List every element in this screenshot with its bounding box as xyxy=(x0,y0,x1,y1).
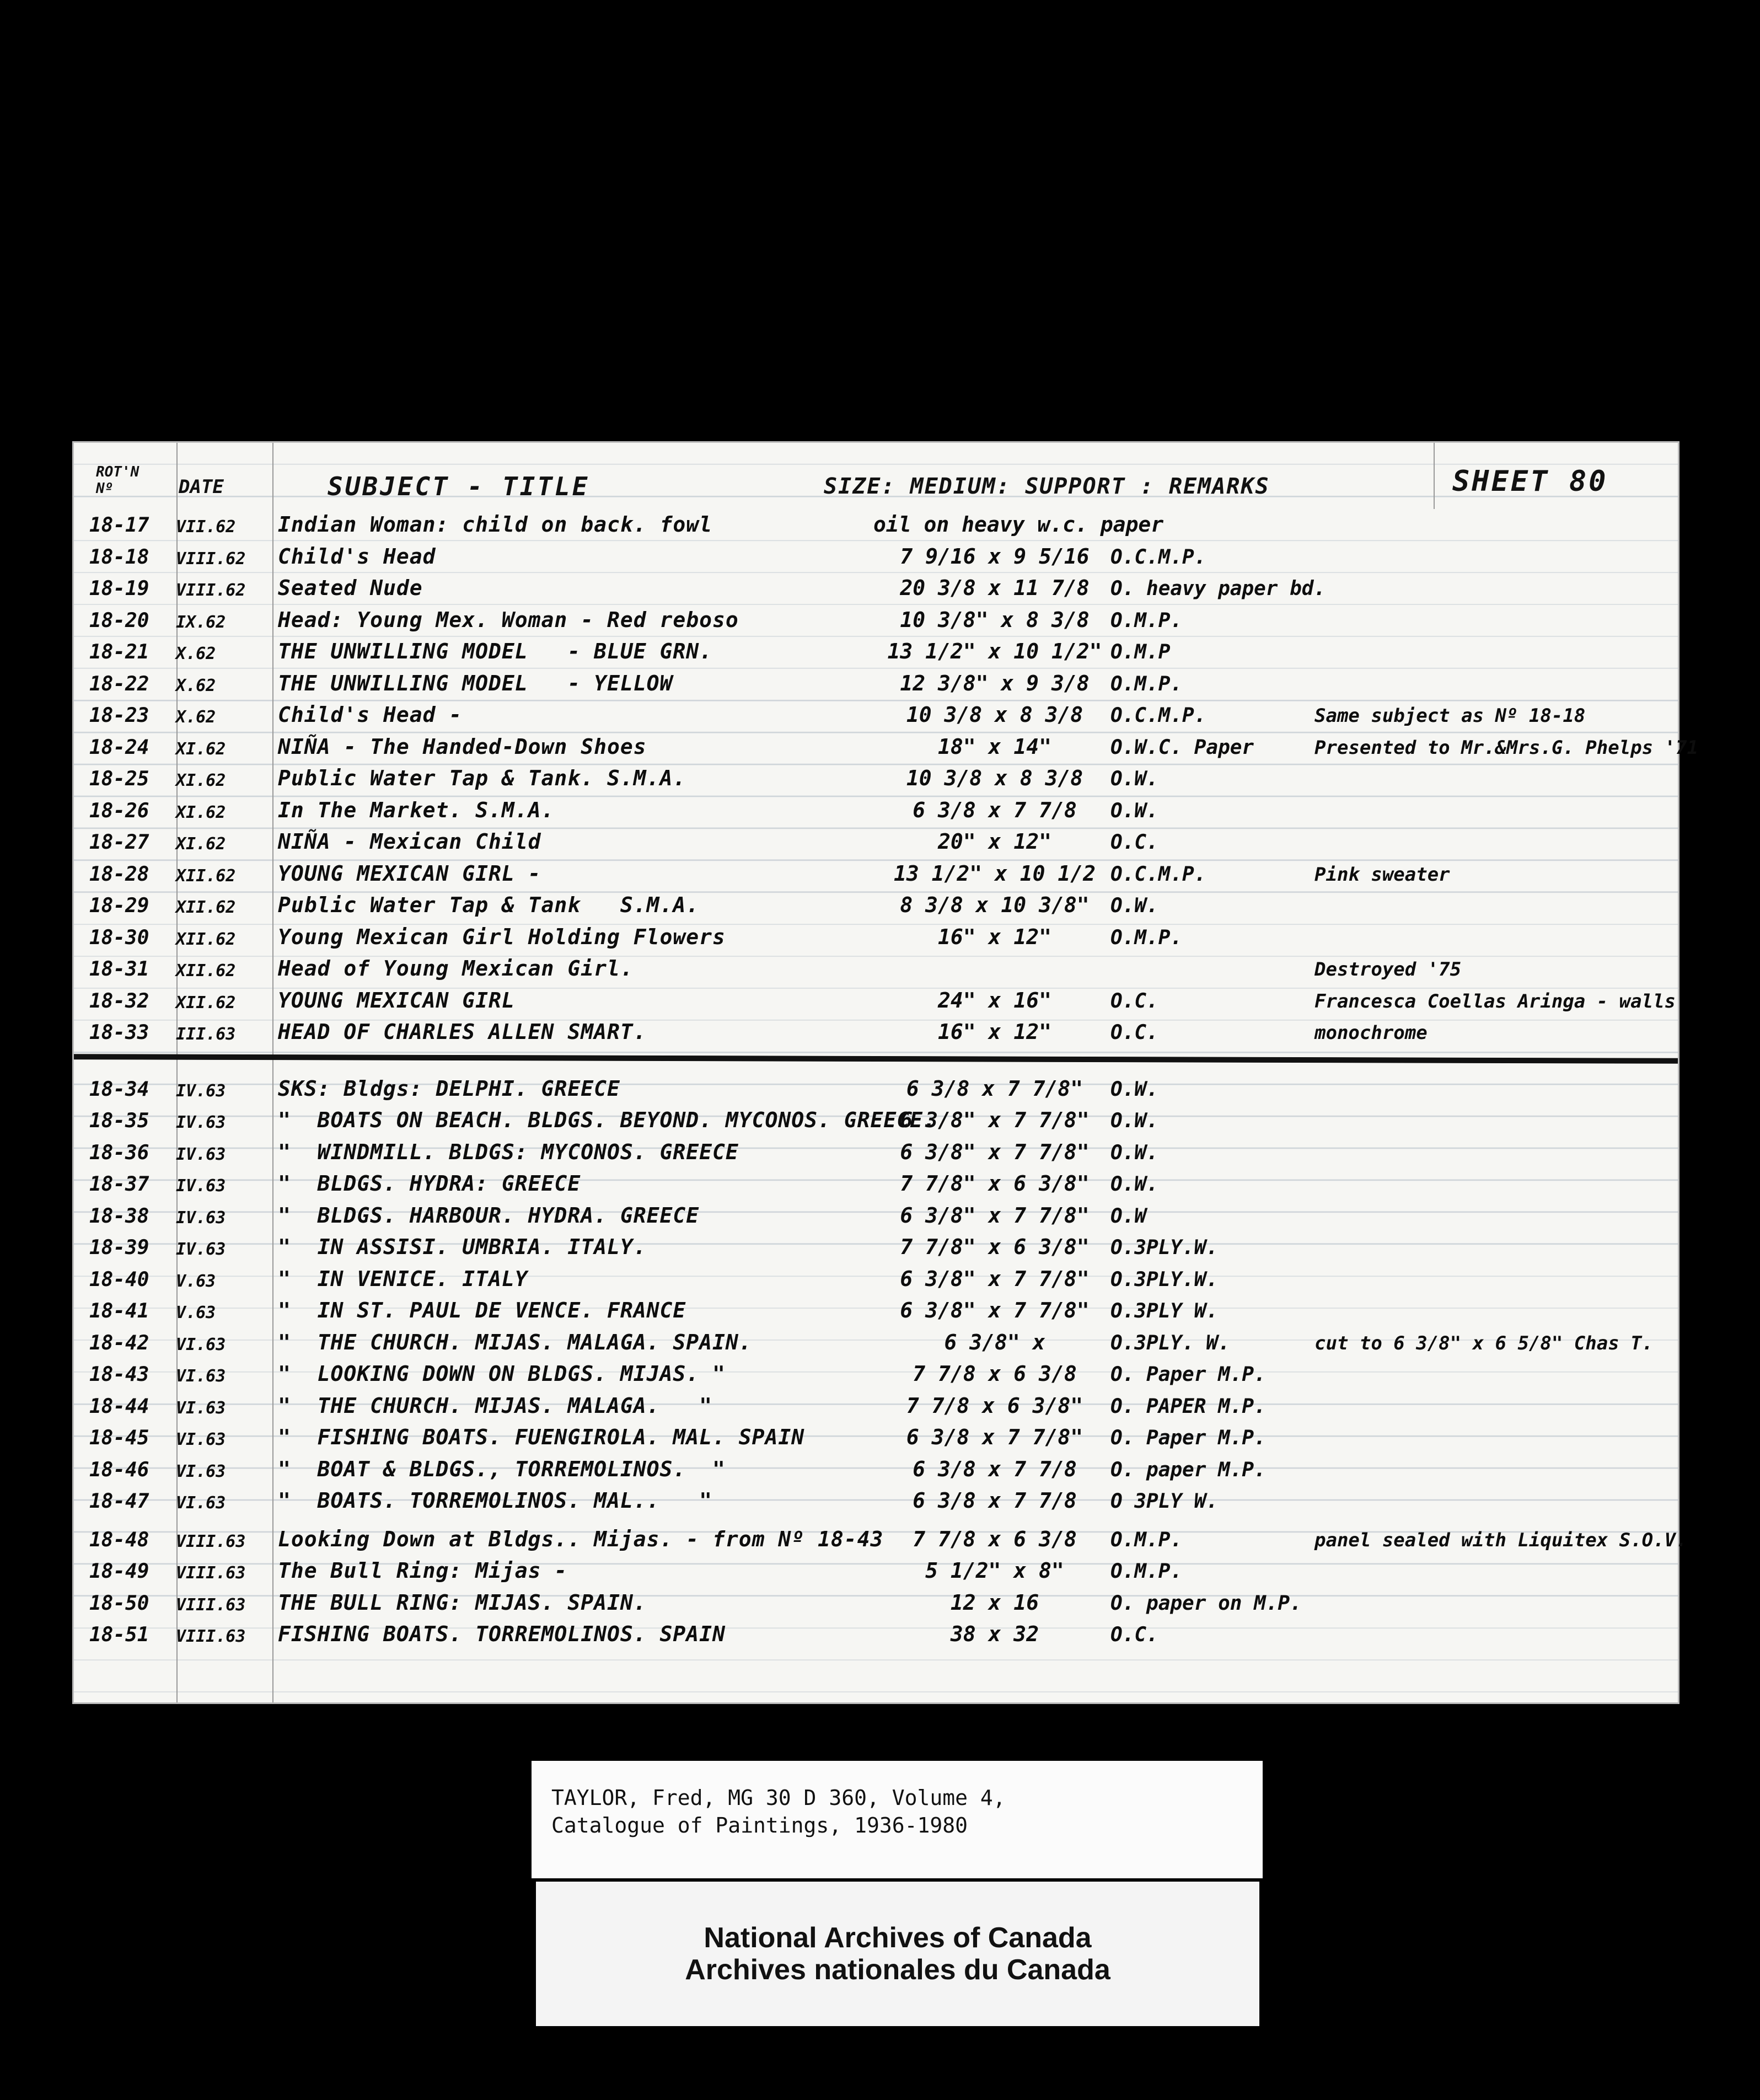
entry-size: 6 3/8" x 7 7/8" xyxy=(900,1298,1090,1322)
entry-medium: O. paper on M.P. xyxy=(1110,1592,1302,1615)
archives-name-en: National Archives of Canada xyxy=(704,1922,1092,1954)
entry-remarks: panel sealed with Liquitex S.O.V. xyxy=(1314,1529,1687,1551)
entry-remarks: Francesca Coellas Aringa - walls xyxy=(1314,990,1676,1013)
entry-date: IX.62 xyxy=(176,612,226,632)
entry-size: 6 3/8 x 7 7/8 xyxy=(913,1456,1077,1481)
entry-date: XII.62 xyxy=(176,898,236,917)
entry-date: IV.63 xyxy=(176,1144,226,1164)
entry-number: 18-38 xyxy=(89,1204,149,1228)
entry-medium: O.W. xyxy=(1110,1173,1158,1196)
entry-number: 18-29 xyxy=(89,894,149,917)
entry-date: XII.62 xyxy=(176,961,236,981)
entry-size: 7 7/8" x 6 3/8" xyxy=(900,1171,1090,1196)
sheet-header xyxy=(74,459,1678,509)
catalogue-row xyxy=(74,1454,1678,1485)
entry-date: VIII.63 xyxy=(176,1627,246,1646)
entry-number: 18-39 xyxy=(89,1236,149,1259)
entry-number: 18-40 xyxy=(89,1268,149,1291)
entry-size: 7 7/8 x 6 3/8" xyxy=(906,1393,1083,1418)
catalogue-row xyxy=(74,1619,1678,1649)
entry-medium: O.W. xyxy=(1110,1110,1158,1132)
entry-size: 38 x 32 xyxy=(950,1622,1039,1646)
catalogue-row xyxy=(74,1231,1678,1262)
entry-medium: O.3PLY.W. xyxy=(1110,1236,1219,1259)
entry-subject: The Bull Ring: Mijas - xyxy=(278,1558,568,1583)
entry-subject: Seated Nude xyxy=(278,576,423,600)
entry-medium: O.C. xyxy=(1110,1021,1158,1044)
entry-size: 16" x 12" xyxy=(938,1020,1051,1044)
entry-medium: O. Paper M.P. xyxy=(1110,1427,1266,1449)
entry-date: XI.62 xyxy=(176,739,226,759)
catalogue-row xyxy=(74,1073,1678,1104)
entry-date: IV.63 xyxy=(176,1240,226,1259)
entry-date: VI.63 xyxy=(176,1367,226,1386)
entry-remarks: monochrome xyxy=(1314,1022,1428,1044)
entry-number: 18-47 xyxy=(89,1490,149,1513)
entry-date: V.63 xyxy=(176,1303,216,1322)
catalogue-row xyxy=(74,763,1678,794)
entry-medium: O.W. xyxy=(1110,1078,1158,1101)
catalogue-row xyxy=(74,826,1678,857)
entry-remarks: Pink sweater xyxy=(1314,863,1450,886)
entry-number: 18-31 xyxy=(89,958,149,981)
catalogue-row xyxy=(74,1105,1678,1135)
catalogue-row xyxy=(74,604,1678,635)
entry-subject: " IN ST. PAUL DE VENCE. FRANCE xyxy=(278,1298,686,1322)
entry-medium: O.W. xyxy=(1110,1141,1158,1164)
entry-date: VI.63 xyxy=(176,1430,226,1449)
entry-medium: O 3PLY W. xyxy=(1110,1490,1219,1513)
entry-date: VIII.62 xyxy=(176,549,246,569)
entry-medium: O.3PLY W. xyxy=(1110,1300,1219,1322)
entry-number: 18-49 xyxy=(89,1560,149,1583)
entry-subject: " THE CHURCH. MIJAS. MALAGA. " xyxy=(278,1393,712,1418)
entry-subject: " BLDGS. HARBOUR. HYDRA. GREECE xyxy=(278,1203,700,1228)
entry-subject: THE UNWILLING MODEL - BLUE GRN. xyxy=(278,639,712,663)
entry-subject: Child's Head xyxy=(278,544,436,569)
section-divider xyxy=(74,1054,1678,1064)
entry-size: 7 9/16 x 9 5/16 xyxy=(900,544,1090,569)
entry-size: oil on heavy w.c. paper xyxy=(873,512,1164,537)
entry-number: 18-17 xyxy=(89,514,149,537)
entry-date: IV.63 xyxy=(176,1113,226,1132)
catalogue-row xyxy=(74,1327,1678,1358)
entry-number: 18-46 xyxy=(89,1458,149,1481)
entry-size: 20" x 12" xyxy=(938,829,1051,854)
catalogue-row xyxy=(74,668,1678,699)
entry-medium: O.M.P. xyxy=(1110,1560,1183,1583)
entry-number: 18-37 xyxy=(89,1173,149,1196)
entry-subject: Head: Young Mex. Woman - Red reboso xyxy=(278,607,739,632)
entry-number: 18-42 xyxy=(89,1331,149,1354)
entry-number: 18-20 xyxy=(89,609,149,632)
catalogue-row xyxy=(74,1168,1678,1199)
entry-size: 5 1/2" x 8" xyxy=(925,1558,1064,1583)
reference-line: Catalogue of Paintings, 1936-1980 xyxy=(551,1813,968,1838)
entry-subject: " THE CHURCH. MIJAS. MALAGA. SPAIN. xyxy=(278,1330,752,1354)
catalogue-row xyxy=(74,731,1698,762)
entry-medium: O. Paper M.P. xyxy=(1110,1363,1266,1386)
entry-date: X.62 xyxy=(176,708,216,727)
entry-date: VI.63 xyxy=(176,1493,226,1513)
entry-subject: THE UNWILLING MODEL - YELLOW xyxy=(278,671,673,695)
catalogue-row xyxy=(74,1137,1678,1167)
entry-date: V.63 xyxy=(176,1271,216,1291)
entry-subject: YOUNG MEXICAN GIRL xyxy=(278,988,515,1013)
entry-subject: Public Water Tap & Tank S.M.A. xyxy=(278,893,700,917)
entry-subject: Looking Down at Bldgs.. Mijas. - from Nº 18-43 xyxy=(278,1526,884,1551)
entry-subject: " BOATS. TORREMOLINOS. MAL.. " xyxy=(278,1488,712,1513)
entry-date: XI.62 xyxy=(176,802,226,822)
entry-size: 6 3/8" x xyxy=(944,1330,1045,1354)
entry-size: 13 1/2" x 10 1/2" xyxy=(887,639,1102,663)
entry-size: 7 7/8 x 6 3/8 xyxy=(913,1362,1077,1386)
entry-date: IV.63 xyxy=(176,1208,226,1228)
catalogue-row xyxy=(74,858,1678,889)
entry-medium: O.C.M.P. xyxy=(1110,545,1206,569)
entry-medium: O.W. xyxy=(1110,894,1158,917)
entry-size: 7 7/8" x 6 3/8" xyxy=(900,1235,1090,1259)
catalogue-row xyxy=(74,1295,1678,1326)
entry-size: 12 3/8" x 9 3/8 xyxy=(900,671,1090,695)
entry-number: 18-30 xyxy=(89,926,149,949)
entry-remarks: cut to 6 3/8" x 6 5/8" Chas T. xyxy=(1314,1332,1654,1354)
entry-subject: NIÑA - Mexican Child xyxy=(278,829,541,854)
catalogue-row xyxy=(74,922,1678,952)
catalogue-row xyxy=(74,953,1678,984)
entry-date: XII.62 xyxy=(176,993,236,1013)
entry-subject: THE BULL RING: MIJAS. SPAIN. xyxy=(278,1590,647,1615)
entry-number: 18-24 xyxy=(89,736,149,759)
entry-medium: O.C. xyxy=(1110,1624,1158,1646)
entry-subject: " FISHING BOATS. FUENGIROLA. MAL. SPAIN xyxy=(278,1425,805,1449)
entry-size: 24" x 16" xyxy=(938,988,1051,1013)
entry-date: VIII.63 xyxy=(176,1563,246,1583)
entry-size: 7 7/8 x 6 3/8 xyxy=(913,1526,1077,1551)
entry-number: 18-22 xyxy=(89,672,149,695)
entry-medium: O. heavy paper bd. xyxy=(1110,577,1326,600)
entry-subject: " IN ASSISI. UMBRIA. ITALY. xyxy=(278,1235,647,1259)
entry-date: XI.62 xyxy=(176,771,226,790)
entry-subject: SKS: Bldgs: DELPHI. GREECE xyxy=(278,1076,620,1101)
entry-date: VII.62 xyxy=(176,517,236,537)
entry-subject: " IN VENICE. ITALY xyxy=(278,1266,528,1291)
entry-number: 18-41 xyxy=(89,1300,149,1322)
entry-medium: O.C.M.P. xyxy=(1110,863,1206,886)
header-subject: SUBJECT - TITLE xyxy=(328,472,590,501)
entry-subject: Head of Young Mexican Girl. xyxy=(278,956,634,981)
entry-number: 18-44 xyxy=(89,1395,149,1418)
entry-date: IV.63 xyxy=(176,1081,226,1101)
entry-size: 6 3/8 x 7 7/8" xyxy=(906,1076,1083,1101)
entry-subject: Child's Head - xyxy=(278,703,463,727)
catalogue-row xyxy=(74,1555,1678,1586)
entry-date: IV.63 xyxy=(176,1176,226,1196)
entry-date: VIII.62 xyxy=(176,581,246,600)
catalogue-row xyxy=(74,1587,1678,1618)
entry-medium: O.W xyxy=(1110,1204,1147,1228)
entry-date: XII.62 xyxy=(176,866,236,886)
entry-medium: O.M.P xyxy=(1110,641,1171,663)
entry-date: VIII.63 xyxy=(176,1595,246,1615)
entry-date: X.62 xyxy=(176,644,216,663)
catalogue-row xyxy=(74,1390,1678,1421)
entry-date: X.62 xyxy=(176,676,216,695)
entry-size: 13 1/2" x 10 1/2 xyxy=(893,861,1096,886)
entry-medium: O.M.P. xyxy=(1110,926,1183,949)
entry-subject: In The Market. S.M.A. xyxy=(278,797,555,822)
entry-remarks: Same subject as Nº 18-18 xyxy=(1314,705,1586,727)
entry-subject: " WINDMILL. BLDGS: MYCONOS. GREECE xyxy=(278,1139,739,1164)
catalogue-row xyxy=(74,1524,1687,1555)
entry-size: 20 3/8 x 11 7/8 xyxy=(900,576,1090,600)
entry-number: 18-35 xyxy=(89,1110,149,1132)
entry-subject: YOUNG MEXICAN GIRL - xyxy=(278,861,541,886)
entry-number: 18-26 xyxy=(89,799,149,822)
entry-size: 16" x 12" xyxy=(938,924,1051,949)
archives-name-fr: Archives nationales du Canada xyxy=(685,1954,1110,1986)
archives-stamp xyxy=(536,1882,1259,2026)
catalogue-row xyxy=(74,1016,1678,1047)
catalogue-row xyxy=(74,1358,1678,1389)
catalogue-row xyxy=(74,1200,1678,1231)
entry-number: 18-32 xyxy=(89,989,149,1013)
entry-number: 18-48 xyxy=(89,1528,149,1551)
entry-medium: O.M.P. xyxy=(1110,609,1183,632)
entry-subject: FISHING BOATS. TORREMOLINOS. SPAIN xyxy=(278,1622,726,1646)
entry-size: 10 3/8" x 8 3/8 xyxy=(900,607,1090,632)
header-sheet-number: SHEET 80 xyxy=(1452,465,1608,498)
entry-remarks: Destroyed '75 xyxy=(1314,958,1462,981)
entry-subject: " LOOKING DOWN ON BLDGS. MIJAS. " xyxy=(278,1362,726,1386)
entry-subject: Indian Woman: child on back. fowl xyxy=(278,512,712,537)
entry-size: 6 3/8" x 7 7/8" xyxy=(900,1108,1090,1132)
entry-medium: O. PAPER M.P. xyxy=(1110,1395,1266,1418)
entry-number: 18-18 xyxy=(89,545,149,569)
entry-size: 6 3/8" x 7 7/8" xyxy=(900,1139,1090,1164)
entry-number: 18-25 xyxy=(89,768,149,790)
entry-subject: " BLDGS. HYDRA: GREECE xyxy=(278,1171,581,1196)
entry-remarks: Presented to Mr.&Mrs.G. Phelps '71 xyxy=(1314,736,1698,759)
catalogue-row xyxy=(74,1422,1678,1453)
archive-reference-label xyxy=(532,1761,1263,1878)
entry-subject: Young Mexican Girl Holding Flowers xyxy=(278,924,726,949)
entry-size: 12 x 16 xyxy=(950,1590,1039,1615)
entry-medium: O.M.P. xyxy=(1110,672,1183,695)
entry-medium: O.M.P. xyxy=(1110,1528,1183,1551)
catalogue-row xyxy=(74,699,1678,730)
catalogue-row xyxy=(74,985,1678,1016)
entry-medium: O. paper M.P. xyxy=(1110,1458,1266,1481)
entry-size: 18" x 14" xyxy=(938,734,1051,759)
entry-number: 18-36 xyxy=(89,1141,149,1164)
entry-medium: O.W. xyxy=(1110,799,1158,822)
entry-number: 18-50 xyxy=(89,1592,149,1615)
catalogue-row xyxy=(74,636,1678,667)
entry-date: VI.63 xyxy=(176,1335,226,1354)
entry-size: 10 3/8 x 8 3/8 xyxy=(906,703,1083,727)
catalogue-row xyxy=(74,890,1678,920)
catalogue-row xyxy=(74,509,1678,540)
catalogue-row xyxy=(74,795,1678,826)
entry-medium: O.C. xyxy=(1110,831,1158,854)
entry-date: XI.62 xyxy=(176,834,226,854)
entry-number: 18-43 xyxy=(89,1363,149,1386)
entry-size: 6 3/8 x 7 7/8" xyxy=(906,1425,1083,1449)
entry-size: 6 3/8 x 7 7/8 xyxy=(913,1488,1077,1513)
entry-size: 10 3/8 x 8 3/8 xyxy=(906,766,1083,790)
entry-size: 6 3/8" x 7 7/8" xyxy=(900,1203,1090,1228)
entry-number: 18-45 xyxy=(89,1427,149,1449)
catalogue-row xyxy=(74,1485,1678,1516)
entry-number: 18-27 xyxy=(89,831,149,854)
reference-line: TAYLOR, Fred, MG 30 D 360, Volume 4, xyxy=(551,1786,1006,1810)
catalogue-sheet xyxy=(72,441,1698,1704)
entry-date: XII.62 xyxy=(176,929,236,949)
entry-size: 6 3/8 x 7 7/8 xyxy=(913,797,1077,822)
entry-number: 18-33 xyxy=(89,1021,149,1044)
entry-medium: O.W.C. Paper xyxy=(1110,736,1254,759)
entry-subject: Public Water Tap & Tank. S.M.A. xyxy=(278,766,686,790)
header-size: SIZE: MEDIUM: SUPPORT : REMARKS xyxy=(824,474,1270,499)
entry-subject: " BOAT & BLDGS., TORREMOLINOS. " xyxy=(278,1456,726,1481)
entry-subject: NIÑA - The Handed-Down Shoes xyxy=(278,734,647,759)
entry-number: 18-23 xyxy=(89,704,149,727)
entry-medium: O.3PLY. W. xyxy=(1110,1331,1230,1354)
entry-date: III.63 xyxy=(176,1025,236,1044)
entry-subject: " BOATS ON BEACH. BLDGS. BEYOND. MYCONOS. GREECE. xyxy=(278,1108,936,1132)
catalogue-row xyxy=(74,1263,1678,1294)
entry-subject: HEAD OF CHARLES ALLEN SMART. xyxy=(278,1020,647,1044)
entry-date: VI.63 xyxy=(176,1398,226,1418)
entry-medium: O.C. xyxy=(1110,989,1158,1013)
entry-medium: O.3PLY.W. xyxy=(1110,1268,1219,1291)
header-date: DATE xyxy=(179,476,224,498)
entry-number: 18-34 xyxy=(89,1078,149,1101)
entry-number: 18-51 xyxy=(89,1624,149,1646)
header-number: ROT'N Nº xyxy=(96,464,139,497)
entry-number: 18-19 xyxy=(89,577,149,600)
entry-number: 18-21 xyxy=(89,641,149,663)
catalogue-row xyxy=(74,541,1678,572)
entry-size: 6 3/8" x 7 7/8" xyxy=(900,1266,1090,1291)
entry-date: VIII.63 xyxy=(176,1531,246,1551)
entry-medium: O.C.M.P. xyxy=(1110,704,1206,727)
entry-number: 18-28 xyxy=(89,863,149,886)
entry-date: VI.63 xyxy=(176,1461,226,1481)
entry-medium: O.W. xyxy=(1110,768,1158,790)
catalogue-row xyxy=(74,572,1678,603)
entry-size: 8 3/8 x 10 3/8" xyxy=(900,893,1090,917)
